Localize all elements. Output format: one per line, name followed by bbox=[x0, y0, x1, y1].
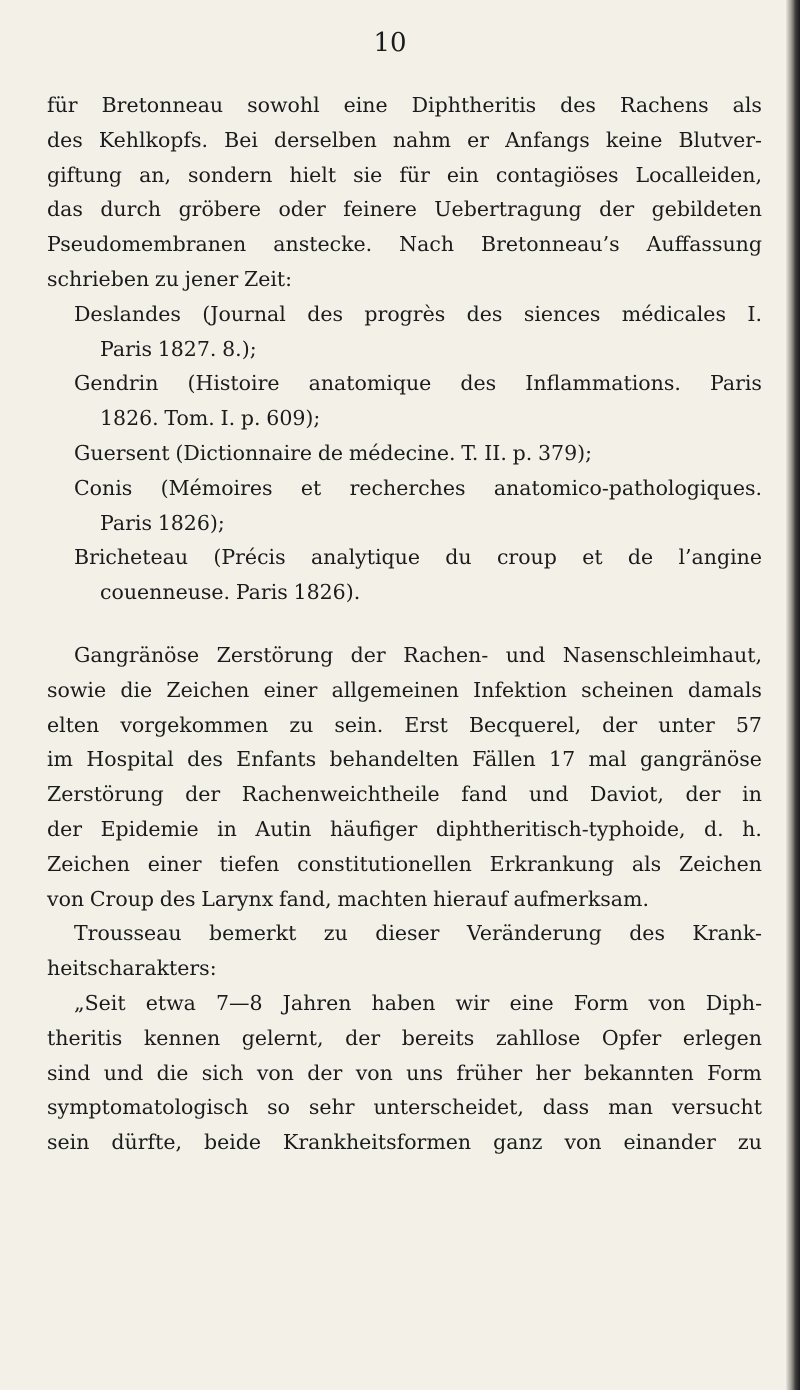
text-line: couenneuse. Paris 1826). bbox=[100, 580, 361, 605]
text-line: symptomatologisch so sehr unterscheidet, dass man versucht bbox=[47, 1095, 762, 1120]
text-line: Deslandes (Journal des progrès des siences médicales I. bbox=[74, 301, 762, 326]
reference-list bbox=[47, 297, 762, 610]
text-line: sind und die sich von der von uns früher her bekannten Form bbox=[47, 1060, 762, 1085]
text-line: des Kehlkopfs. Bei derselben nahm er Anfangs keine Blutver- bbox=[47, 127, 762, 152]
text-line: elten vorgekommen zu sein. Erst Becquerel, der unter 57 bbox=[47, 712, 762, 737]
page-number: 10 bbox=[373, 28, 407, 58]
text-line: Conis (Mémoires et recherches anatomico-pathologiques. bbox=[74, 475, 762, 500]
text-line: Bricheteau (Précis analytique du croup et de l’angine bbox=[74, 545, 762, 570]
paragraph-2 bbox=[47, 638, 762, 916]
text-line: schrieben zu jener Zeit: bbox=[47, 266, 293, 291]
text-line: sowie die Zeichen einer allgemeinen Infektion scheinen damals bbox=[47, 677, 762, 702]
text-line: Pseudomembranen anstecke. Nach Bretonneau’s Auffassung bbox=[47, 232, 762, 257]
paragraph-4 bbox=[47, 986, 762, 1160]
paragraph-gap bbox=[47, 610, 762, 638]
paragraph-1 bbox=[47, 88, 762, 297]
text-line: theritis kennen gelernt, der bereits zahllose Opfer erlegen bbox=[47, 1025, 762, 1050]
text-line: 1826. Tom. I. p. 609); bbox=[100, 406, 321, 431]
text-line: von Croup des Larynx fand, machten hierauf aufmerksam. bbox=[47, 886, 649, 911]
page-edge-shadow bbox=[786, 0, 800, 1390]
text-line: für Bretonneau sowohl eine Diphtheritis des Rachens als bbox=[47, 93, 762, 117]
text-line: Gangränöse Zerstörung der Rachen- und Nasenschleimhaut, bbox=[74, 642, 762, 667]
text-line: Trousseau bemerkt zu dieser Veränderung des Krank- bbox=[74, 921, 762, 946]
text-line: Gendrin (Histoire anatomique des Inflammations. Paris bbox=[74, 371, 762, 396]
body-text bbox=[47, 88, 762, 1160]
text-line: „Seit etwa 7—8 Jahren haben wir eine Form von Diph- bbox=[74, 990, 762, 1015]
text-line: Paris 1826); bbox=[100, 510, 225, 535]
text-line: Zeichen einer tiefen constitutionellen Erkrankung als Zeichen bbox=[47, 851, 762, 876]
text-line: Guersent (Dictionnaire de médecine. T. II. p. 379); bbox=[74, 440, 593, 465]
text-line: Zerstörung der Rachenweichtheile fand und Daviot, der in bbox=[47, 782, 762, 807]
text-line: heitscharakters: bbox=[47, 956, 217, 981]
text-line: im Hospital des Enfants behandelten Fällen 17 mal gangränöse bbox=[47, 747, 762, 772]
text-line: giftung an, sondern hielt sie für ein contagiöses Localleiden, bbox=[47, 162, 762, 187]
text-line: der Epidemie in Autin häufiger diphtheritisch-typhoide, d. h. bbox=[47, 816, 762, 841]
paragraph-3 bbox=[47, 916, 762, 986]
text-line: sein dürfte, beide Krankheitsformen ganz von einander zu bbox=[47, 1130, 762, 1155]
text-line: das durch gröbere oder feinere Uebertragung der gebildeten bbox=[47, 197, 762, 222]
text-line: Paris 1827. 8.); bbox=[100, 336, 257, 361]
